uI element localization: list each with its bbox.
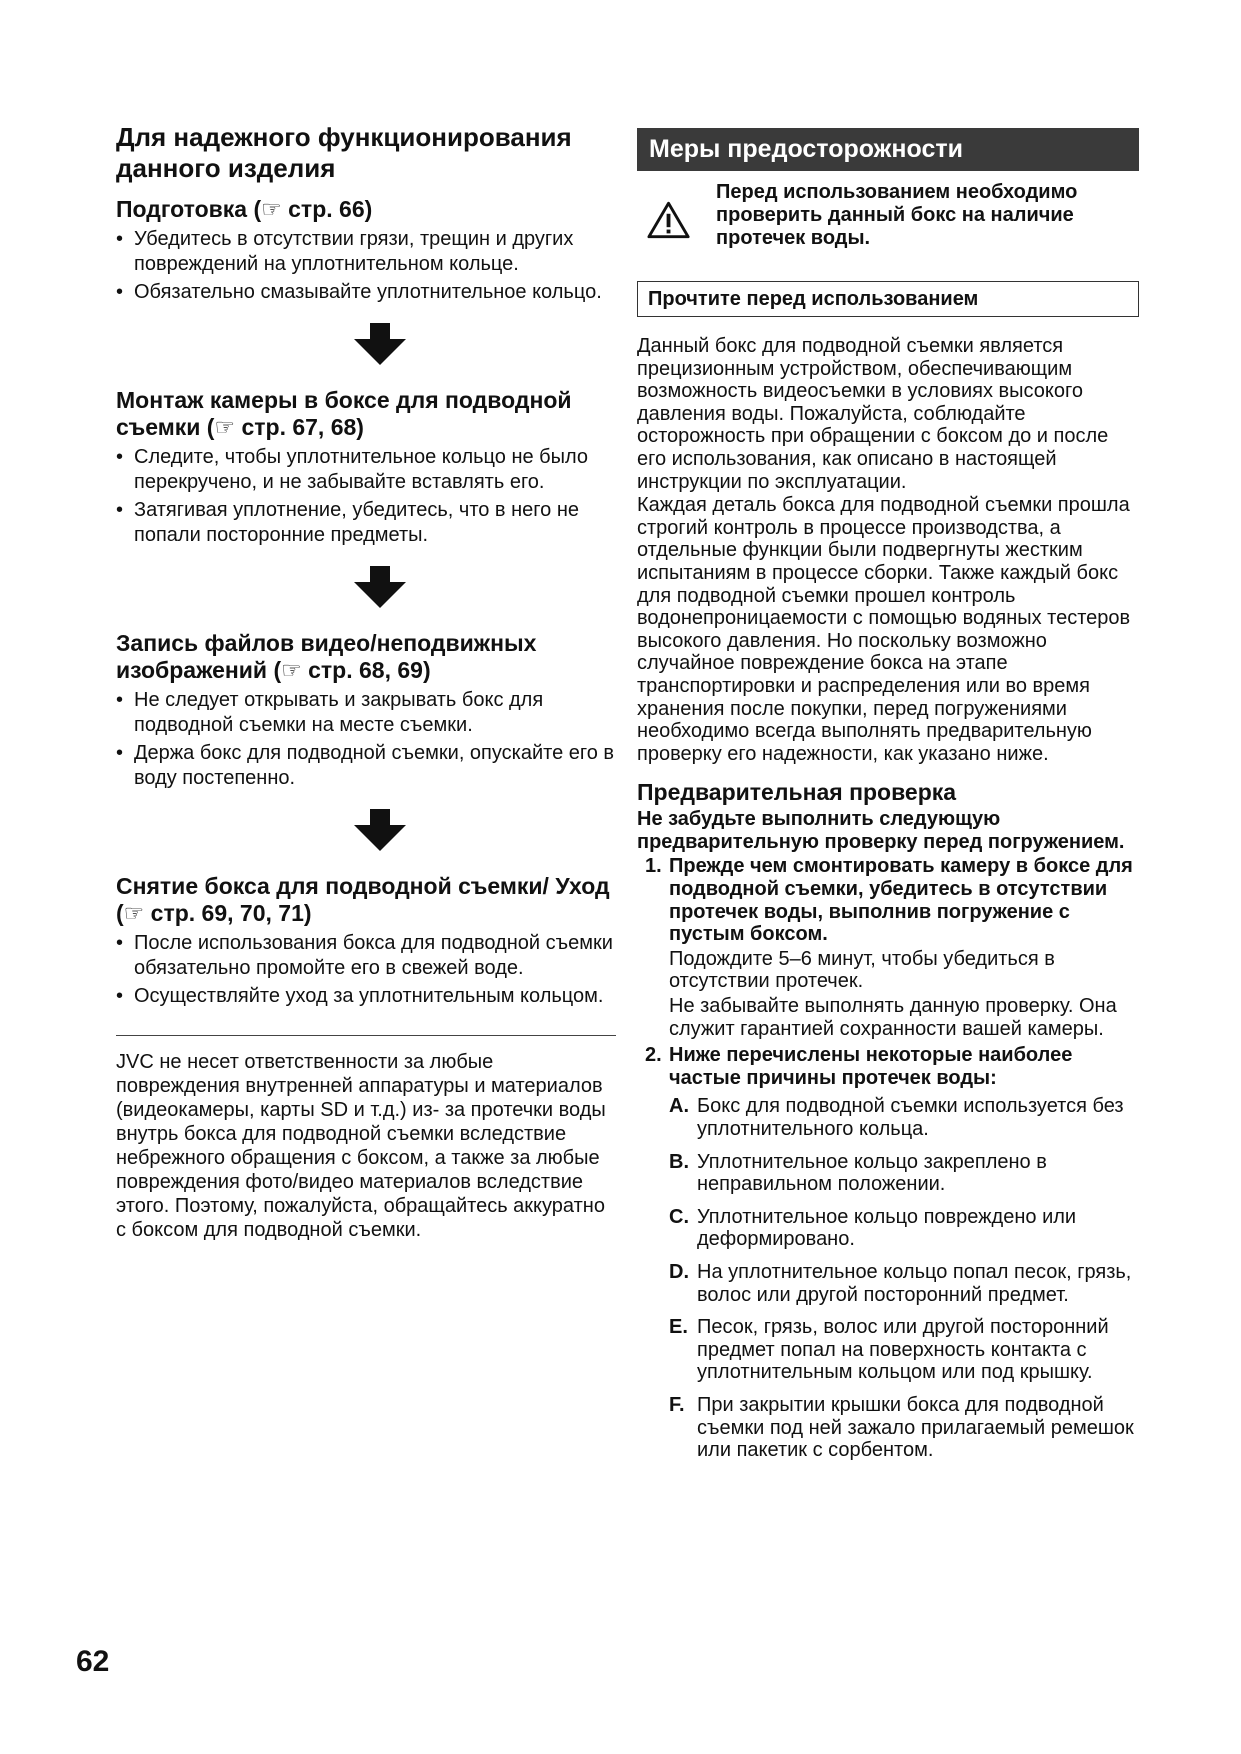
bullet-list	[116, 445, 616, 548]
step-section	[116, 387, 616, 548]
cause-text: Песок, грязь, волос или другой посторонний предмет попал на поверхность контакта с уплотнительным кольцом или под крышку.	[697, 1316, 1109, 1384]
warning-triangle-icon	[647, 181, 690, 259]
precheck-lead: Не забудьте выполнить следующую предварительную проверку перед погружением.	[637, 808, 1125, 853]
bullet-item: • Убедитесь в отсутствии грязи, трещин и других повреждений на уплотнительном кольце.	[116, 227, 616, 277]
read-before-heading: Прочтите перед использованием	[637, 281, 1139, 317]
down-arrow-icon	[354, 323, 406, 365]
cause-item	[669, 1316, 1139, 1384]
step-title: Прежде чем смонтировать камеру в боксе для подводной съемки, убедитесь в отсутствии протечек воды, выполнив погружение с пустым боксом.	[669, 855, 1133, 946]
step-section	[116, 196, 616, 305]
cause-text: Уплотнительное кольцо повреждено или деформировано.	[697, 1205, 1077, 1251]
intro-paragraph: Данный бокс для подводной съемки является прецизионным устройством, обеспечивающим возможность видеосъемки в условиях высокого давления воды. Пожалуйста, соблюдайте осторожность при обращении с боксом до и после его использования, как описано в настоящей инструкции по эксплуатации.	[637, 335, 1109, 493]
cause-letter: D.	[669, 1260, 689, 1283]
disclaimer-text: JVC не несет ответственности за любые повреждения внутренней аппаратуры и материалов (видеокамеры, карты SD и т.д.) из- за протечки воды внутрь бокса для подводной съемки вследствие небрежного обращения с боксом, а также за любые повреждения фото/видео материалов вследствие этого. Поэтому, пожалуйста, обращайтесь аккуратно с боксом для подводной съемки.	[116, 1051, 606, 1241]
step-number: 1.	[645, 855, 662, 878]
bullet-item: • После использования бокса для подводной съемки обязательно промойте его в свежей воде.	[116, 931, 616, 981]
step-heading: Запись файлов видео/неподвижных изображений (☞ стр. 68, 69)	[116, 630, 537, 683]
warning-block	[637, 181, 1139, 259]
right-column	[637, 128, 1139, 1472]
cause-item	[669, 1394, 1139, 1462]
bullet-item: • Держа бокс для подводной съемки, опускайте его в воду постепенно.	[116, 741, 616, 791]
step-note: Не забывайте выполнять данную проверку. Она служит гарантией сохранности вашей камеры.	[669, 995, 1117, 1040]
bullet-item: • Осуществляйте уход за уплотнительным кольцом.	[116, 984, 616, 1009]
bullet-item: • Затягивая уплотнение, убедитесь, что в него не попали посторонние предметы.	[116, 498, 616, 548]
left-column	[116, 122, 616, 1242]
bullet-item: • Не следует открывать и закрывать бокс для подводной съемки на месте съемки.	[116, 688, 616, 738]
check-step	[637, 1044, 1139, 1462]
page-number: 62	[76, 1645, 110, 1678]
bullet-list	[116, 688, 616, 791]
cause-letter: A.	[669, 1095, 689, 1118]
bullet-list	[116, 227, 616, 305]
step-heading: Подготовка (☞ стр. 66)	[116, 196, 373, 222]
cause-item	[669, 1261, 1139, 1306]
section-banner: Меры предосторожности	[637, 128, 1139, 171]
cause-letter: F.	[669, 1393, 685, 1416]
bullet-list	[116, 931, 616, 1009]
page-title: Для надежного функционирования данного изделия	[116, 122, 572, 183]
causes-list	[669, 1095, 1139, 1461]
cause-letter: B.	[669, 1150, 689, 1173]
check-step	[637, 855, 1139, 1040]
step-number: 2.	[645, 1044, 662, 1067]
bullet-item: • Следите, чтобы уплотнительное кольцо не было перекручено, и не забывайте вставлять его.	[116, 445, 616, 495]
step-note: Подождите 5–6 минут, чтобы убедиться в отсутствии протечек.	[669, 947, 1055, 993]
divider	[116, 1035, 616, 1036]
cause-item	[669, 1151, 1139, 1196]
precheck-heading: Предварительная проверка	[637, 779, 957, 806]
step-section	[116, 873, 616, 1009]
cause-item	[669, 1095, 1139, 1140]
down-arrow-icon	[354, 566, 406, 608]
bullet-item: • Обязательно смазывайте уплотнительное кольцо.	[116, 280, 616, 305]
step-title: Ниже перечислены некоторые наиболее частые причины протечек воды:	[669, 1044, 1073, 1089]
step-heading: Снятие бокса для подводной съемки/ Уход (☞ стр. 69, 70, 71)	[116, 873, 610, 926]
check-steps	[637, 855, 1139, 1461]
cause-text: При закрытии крышки бокса для подводной съемки под ней зажало прилагаемый ремешок или пакетик с сорбентом.	[697, 1393, 1134, 1462]
cause-text: Уплотнительное кольцо закреплено в неправильном положении.	[697, 1150, 1047, 1196]
cause-text: Бокс для подводной съемки используется без уплотнительного кольца.	[697, 1095, 1124, 1140]
down-arrow-icon	[354, 809, 406, 851]
warning-text: Перед использованием необходимо проверить данный бокс на наличие протечек воды.	[716, 181, 1078, 249]
step-heading: Монтаж камеры в боксе для подводной съемки (☞ стр. 67, 68)	[116, 387, 572, 440]
intro-block	[637, 335, 1139, 765]
cause-letter: E.	[669, 1316, 688, 1339]
step-section	[116, 630, 616, 791]
cause-text: На уплотнительное кольцо попал песок, грязь, волос или другой посторонний предмет.	[697, 1260, 1132, 1306]
intro-paragraph: Каждая деталь бокса для подводной съемки прошла строгий контроль в процессе производства, а отдельные функции были подвергнуты жестким испытаниям в процессе сборки. Также каждый бокс для подводной съемки прошел контроль водонепроницаемости с помощью водяных тестеров высокого давления. Но поскольку возможно случайное повреждение бокса на этапе транспортировки и распределения или во время хранения после покупки, перед погружениями необходимо всегда выполнять предварительную проверку его надежности, как указано ниже.	[637, 494, 1131, 765]
cause-letter: C.	[669, 1205, 689, 1228]
cause-item	[669, 1206, 1139, 1251]
